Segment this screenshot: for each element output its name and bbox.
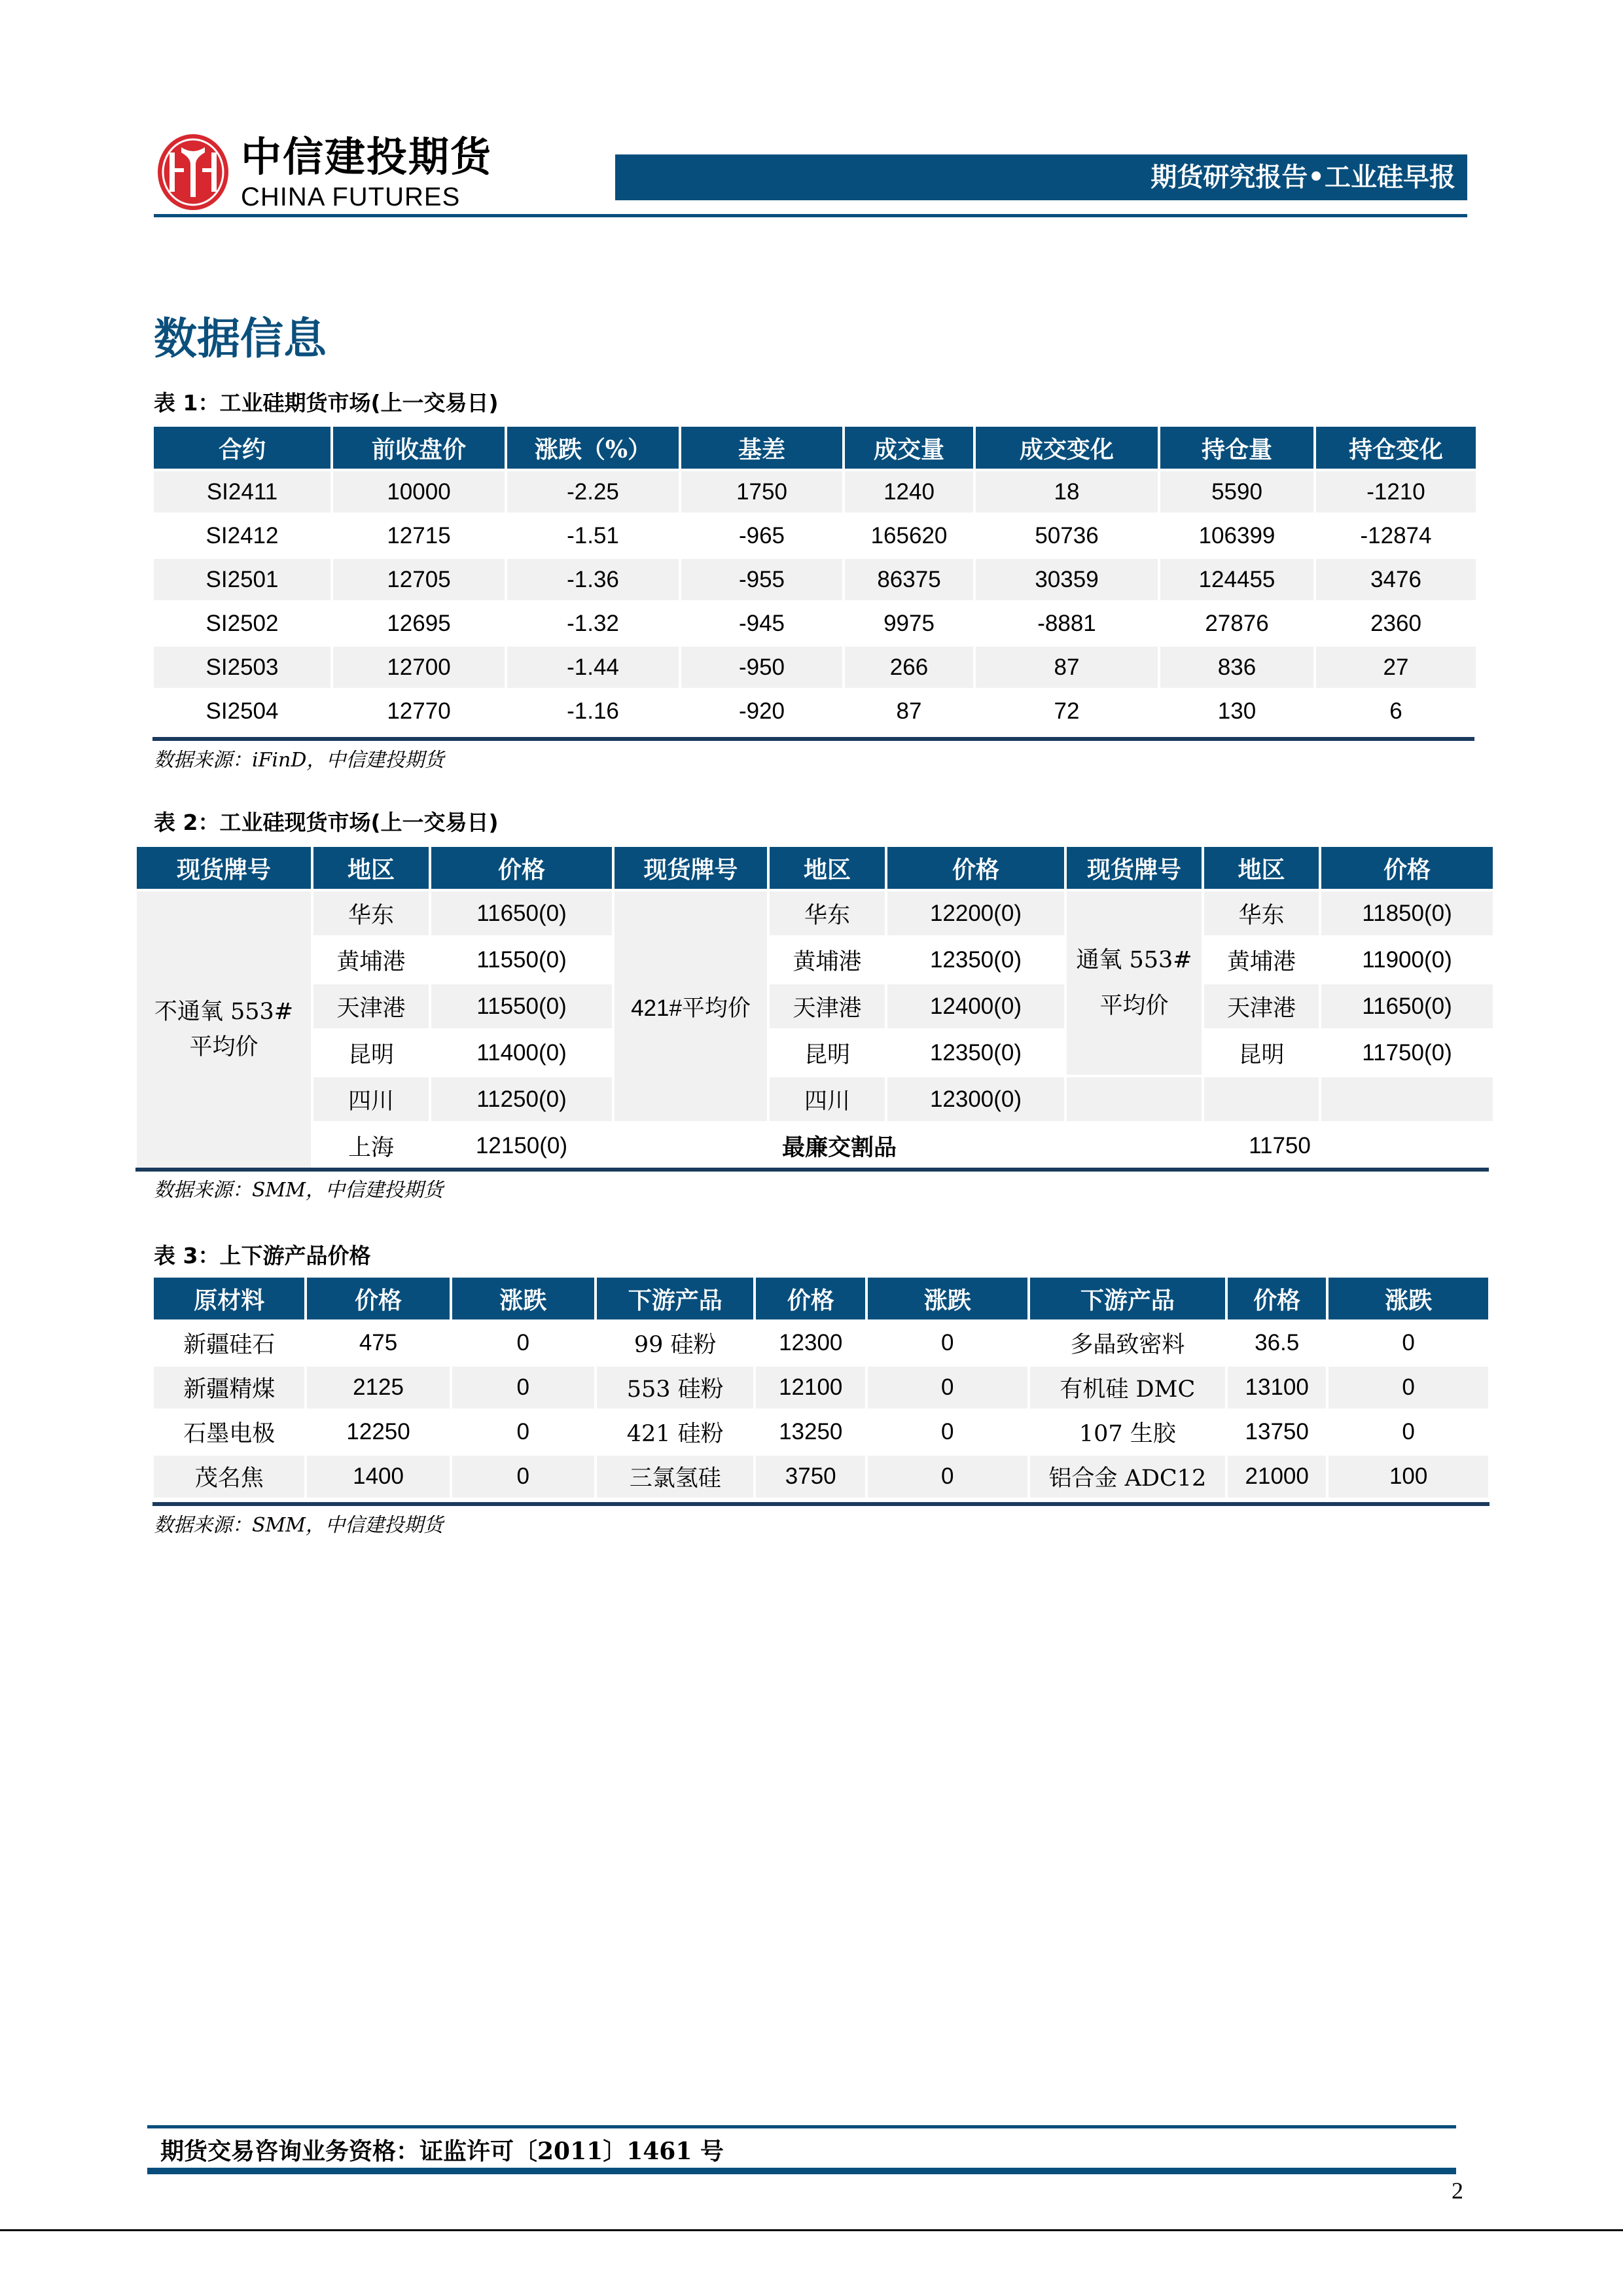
- table2-caption: 表 2：工业硅现货市场(上一交易日): [154, 810, 499, 835]
- col-header: 地区: [770, 847, 885, 891]
- cell: -955: [681, 559, 842, 603]
- price-cell: 11550(0): [431, 984, 612, 1031]
- col-header: 涨跌: [868, 1278, 1027, 1322]
- cell: -8881: [976, 603, 1158, 647]
- table-row: [137, 1077, 1493, 1124]
- cell: 50736: [976, 515, 1158, 559]
- price-cell: 12300(0): [887, 1077, 1064, 1124]
- table-row: [154, 515, 1476, 559]
- cell: 475: [307, 1322, 449, 1367]
- grade-cell: [1067, 891, 1202, 1077]
- price-cell: 12200(0): [887, 891, 1064, 938]
- cell: 石墨电极: [154, 1411, 304, 1456]
- region-cell: 黄埔港: [1204, 938, 1319, 984]
- region-cell: 四川: [313, 1077, 429, 1124]
- col-header: 下游产品: [597, 1278, 754, 1322]
- report-title: 期货研究报告•工业硅早报: [1150, 162, 1455, 192]
- cell: 124455: [1160, 559, 1313, 603]
- price-cell: 12350(0): [887, 1031, 1064, 1077]
- table3-source: 数据来源：SMM，中信建投期货: [154, 1514, 443, 1537]
- region-cell: 天津港: [770, 984, 885, 1031]
- table-row: [154, 1322, 1488, 1367]
- cell: 0: [868, 1411, 1027, 1456]
- table3-bottom-rule: [152, 1502, 1489, 1506]
- cell: 0: [1329, 1367, 1488, 1411]
- cell: 1240: [845, 471, 973, 515]
- empty-cell: [1321, 1077, 1493, 1124]
- cell: SI2504: [154, 691, 330, 734]
- upstream-downstream-price-table: [151, 1278, 1491, 1500]
- section-title: 数据信息: [154, 314, 327, 364]
- cell: 107 生胶: [1030, 1411, 1225, 1456]
- price-cell: 11650(0): [1321, 984, 1493, 1031]
- cell: 0: [868, 1367, 1027, 1411]
- cell: 3476: [1316, 559, 1476, 603]
- region-cell: 天津港: [313, 984, 429, 1031]
- cell: 130: [1160, 691, 1313, 734]
- cell: -1.16: [507, 691, 679, 734]
- footer-divider-top: [147, 2125, 1456, 2128]
- cell: 0: [452, 1367, 594, 1411]
- col-header: 涨跌（%）: [507, 427, 679, 471]
- cell: -1.32: [507, 603, 679, 647]
- cell: 5590: [1160, 471, 1313, 515]
- cell: -1.51: [507, 515, 679, 559]
- cell: 421 硅粉: [597, 1411, 754, 1456]
- cell: -1.44: [507, 647, 679, 691]
- header-divider: [154, 214, 1467, 217]
- cell: 12705: [333, 559, 505, 603]
- col-header: 下游产品: [1030, 1278, 1225, 1322]
- cell: 266: [845, 647, 973, 691]
- table-header-row: [137, 847, 1493, 891]
- cell: 12715: [333, 515, 505, 559]
- table-row: [154, 603, 1476, 647]
- grade-cell: 421#平均价: [615, 891, 767, 1124]
- col-header: 价格: [431, 847, 612, 891]
- cell: 6: [1316, 691, 1476, 734]
- cell: 1750: [681, 471, 842, 515]
- region-cell: 昆明: [313, 1031, 429, 1077]
- empty-cell: [1067, 1077, 1202, 1124]
- table2-bottom-rule: [135, 1168, 1489, 1172]
- col-header: 价格: [307, 1278, 449, 1322]
- col-header: 涨跌: [1329, 1278, 1488, 1322]
- price-cell: 12400(0): [887, 984, 1064, 1031]
- price-cell: 11650(0): [431, 891, 612, 938]
- cell: -1210: [1316, 471, 1476, 515]
- cell: -950: [681, 647, 842, 691]
- cheapest-deliverable-label: 最廉交割品: [615, 1124, 1064, 1170]
- spot-market-table: [134, 847, 1495, 1170]
- cell: 836: [1160, 647, 1313, 691]
- table-row: [154, 647, 1476, 691]
- cell: SI2411: [154, 471, 330, 515]
- price-cell: 11750(0): [1321, 1031, 1493, 1077]
- cell: 12300: [756, 1322, 865, 1367]
- table2-source: 数据来源：SMM，中信建投期货: [154, 1179, 443, 1202]
- cell: 12695: [333, 603, 505, 647]
- cell: 新疆精煤: [154, 1367, 304, 1411]
- table-header-row: [154, 1278, 1488, 1322]
- col-header: 现货牌号: [137, 847, 311, 891]
- cell: SI2501: [154, 559, 330, 603]
- cell: 12770: [333, 691, 505, 734]
- col-header: 持仓量: [1160, 427, 1313, 471]
- empty-cell: [1204, 1077, 1319, 1124]
- price-cell: 11900(0): [1321, 938, 1493, 984]
- col-header: 地区: [1204, 847, 1319, 891]
- table-row: [154, 471, 1476, 515]
- grade-label-line1: 不通氧 553#: [154, 999, 294, 1025]
- cell: 9975: [845, 603, 973, 647]
- logo-english-name: CHINA FUTURES: [241, 183, 461, 211]
- cell: 100: [1329, 1456, 1488, 1500]
- cell: 12250: [307, 1411, 449, 1456]
- table1-bottom-rule: [152, 737, 1474, 741]
- col-header: 合约: [154, 427, 330, 471]
- cell: 2360: [1316, 603, 1476, 647]
- cell: -2.25: [507, 471, 679, 515]
- table3-caption: 表 3：上下游产品价格: [154, 1243, 371, 1268]
- cell: SI2502: [154, 603, 330, 647]
- cell: 13250: [756, 1411, 865, 1456]
- col-header: 基差: [681, 427, 842, 471]
- grade-cell: [137, 891, 311, 1170]
- cell: 0: [868, 1456, 1027, 1500]
- table-row: [137, 938, 1493, 984]
- cell: 0: [452, 1322, 594, 1367]
- cell: 茂名焦: [154, 1456, 304, 1500]
- page-number: 2: [1452, 2178, 1463, 2204]
- cell: 87: [845, 691, 973, 734]
- table-row: [137, 1124, 1493, 1170]
- cell: 0: [452, 1411, 594, 1456]
- cell: 13750: [1228, 1411, 1326, 1456]
- cell: 86375: [845, 559, 973, 603]
- region-cell: 上海: [313, 1124, 429, 1170]
- cell: 30359: [976, 559, 1158, 603]
- grade-label-line2: 平均价: [1099, 993, 1169, 1019]
- license-statement: 期货交易咨询业务资格：证监许可〔2011〕1461 号: [160, 2138, 724, 2165]
- cell: -1.36: [507, 559, 679, 603]
- cell: 有机硅 DMC: [1030, 1367, 1225, 1411]
- cell: -945: [681, 603, 842, 647]
- grade-label-line1: 通氧 553#: [1076, 947, 1192, 973]
- cell: 多晶致密料: [1030, 1322, 1225, 1367]
- table-row: [137, 1031, 1493, 1077]
- cell: 3750: [756, 1456, 865, 1500]
- cheapest-deliverable-value: 11750: [1067, 1124, 1493, 1170]
- cell: 553 硅粉: [597, 1367, 754, 1411]
- col-header: 价格: [756, 1278, 865, 1322]
- price-cell: 11550(0): [431, 938, 612, 984]
- report-title-bar: [615, 154, 1467, 200]
- cell: 87: [976, 647, 1158, 691]
- cell: -12874: [1316, 515, 1476, 559]
- cell: SI2503: [154, 647, 330, 691]
- col-header: 价格: [1321, 847, 1493, 891]
- col-header: 原材料: [154, 1278, 304, 1322]
- table1-caption: 表 1：工业硅期货市场(上一交易日): [154, 390, 499, 416]
- table1-source: 数据来源：iFinD，中信建投期货: [154, 749, 444, 772]
- table-header-row: [154, 427, 1476, 471]
- cell: 99 硅粉: [597, 1322, 754, 1367]
- price-cell: 11250(0): [431, 1077, 612, 1124]
- col-header: 前收盘价: [333, 427, 505, 471]
- logo-chinese-name: 中信建投期货: [241, 133, 493, 181]
- page-edge-rule: [0, 2229, 1623, 2231]
- cell: 三氯氢硅: [597, 1456, 754, 1500]
- cell: 27876: [1160, 603, 1313, 647]
- cell: 13100: [1228, 1367, 1326, 1411]
- table-row: [154, 559, 1476, 603]
- cell: 2125: [307, 1367, 449, 1411]
- region-cell: 华东: [770, 891, 885, 938]
- grade-label-line2: 平均价: [189, 1034, 259, 1060]
- table-row: [154, 1411, 1488, 1456]
- cell: 12100: [756, 1367, 865, 1411]
- region-cell: 黄埔港: [313, 938, 429, 984]
- price-cell: 12150(0): [431, 1124, 612, 1170]
- col-header: 价格: [887, 847, 1064, 891]
- table-row: [154, 1367, 1488, 1411]
- cell: 165620: [845, 515, 973, 559]
- region-cell: 昆明: [1204, 1031, 1319, 1077]
- cell: -965: [681, 515, 842, 559]
- col-header: 现货牌号: [615, 847, 767, 891]
- cell: -920: [681, 691, 842, 734]
- table-row: [154, 691, 1476, 734]
- col-header: 持仓变化: [1316, 427, 1476, 471]
- table-row: [154, 1456, 1488, 1500]
- region-cell: 四川: [770, 1077, 885, 1124]
- price-cell: 12350(0): [887, 938, 1064, 984]
- cell: SI2412: [154, 515, 330, 559]
- col-header: 现货牌号: [1067, 847, 1202, 891]
- col-header: 成交变化: [976, 427, 1158, 471]
- cell: 新疆硅石: [154, 1322, 304, 1367]
- cell: 27: [1316, 647, 1476, 691]
- company-logo-icon: [154, 133, 232, 211]
- cell: 铝合金 ADC12: [1030, 1456, 1225, 1500]
- cell: 106399: [1160, 515, 1313, 559]
- table-row: [137, 891, 1493, 938]
- region-cell: 昆明: [770, 1031, 885, 1077]
- col-header: 涨跌: [452, 1278, 594, 1322]
- region-cell: 天津港: [1204, 984, 1319, 1031]
- cell: 0: [1329, 1411, 1488, 1456]
- region-cell: 黄埔港: [770, 938, 885, 984]
- cell: 36.5: [1228, 1322, 1326, 1367]
- col-header: 价格: [1228, 1278, 1326, 1322]
- cell: 18: [976, 471, 1158, 515]
- cell: 12700: [333, 647, 505, 691]
- cell: 0: [452, 1456, 594, 1500]
- cell: 0: [868, 1322, 1027, 1367]
- region-cell: 华东: [313, 891, 429, 938]
- table-row: [137, 984, 1493, 1031]
- cell: 72: [976, 691, 1158, 734]
- cell: 0: [1329, 1322, 1488, 1367]
- cell: 21000: [1228, 1456, 1326, 1500]
- footer-divider-bottom: [147, 2168, 1456, 2174]
- price-cell: 11850(0): [1321, 891, 1493, 938]
- price-cell: 11400(0): [431, 1031, 612, 1077]
- col-header: 成交量: [845, 427, 973, 471]
- region-cell: 华东: [1204, 891, 1319, 938]
- cell: 1400: [307, 1456, 449, 1500]
- col-header: 地区: [313, 847, 429, 891]
- cell: 10000: [333, 471, 505, 515]
- futures-market-table: [151, 427, 1478, 734]
